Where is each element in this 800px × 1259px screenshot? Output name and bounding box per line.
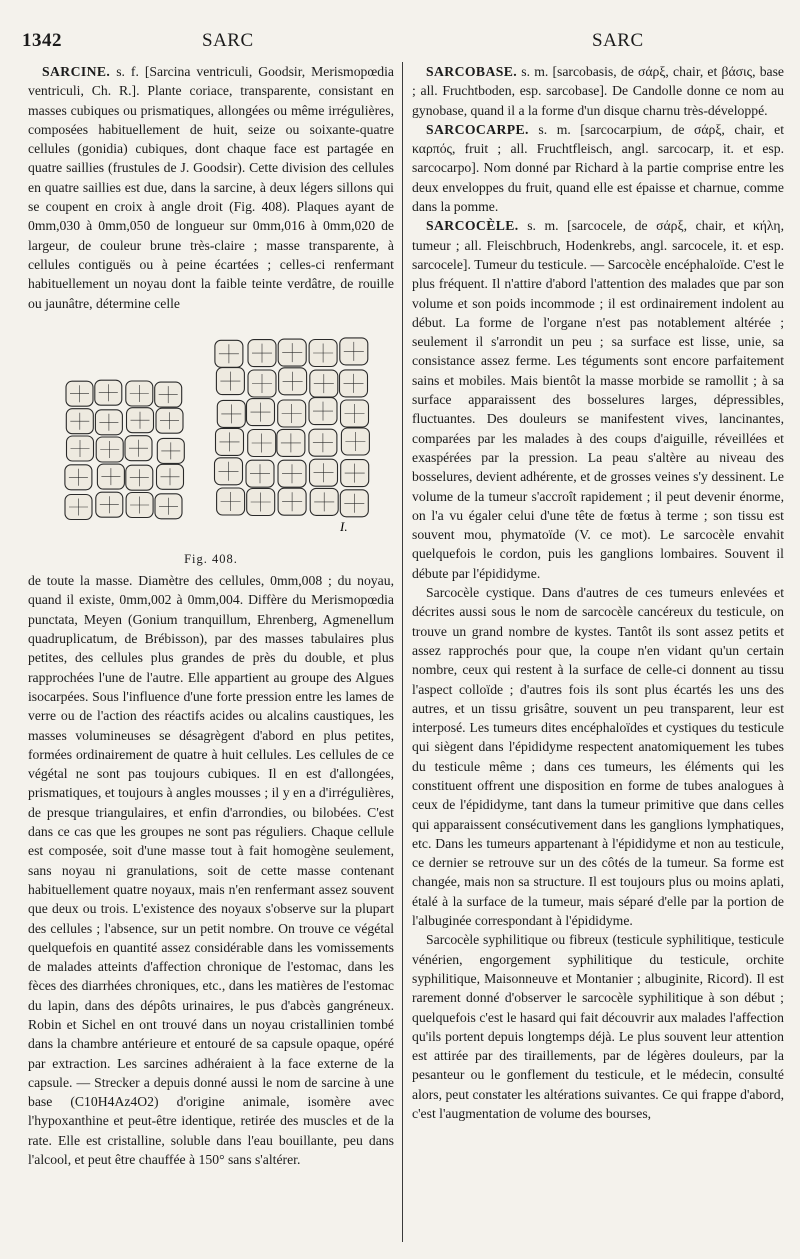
entry-sarcocele-text-1: s. m. [sarcocele, de σάρξ, chair, et κήλη, tumeur ; all. Fleischbruch, Hodenkrebs, angl. sarcocele, it. et esp. sarcocele]. Tumeur du testicule. — Sarcocèle encéphaloïde. C'est le plus fréquent. Il n'attire d'abord l'attention des malades que par son volume et son poids incommode ; il est ordinairement indolent au début. La forme de l'organe n'est pas notablement altérée ; seulement il s'arrondit un peu ; sa surface est lisse, unie, sa consistance assez ferme. Les téguments sont encore parfaitement sains et mobiles. Mais bientôt la masse morbide se ramollit ; à sa surface apparaissent des bosselures larges, dépressibles, fluctuantes. Des douleurs se manifestent vives, lancinantes, comparées par les malades à des coups d'aiguille, réveillées et exaspérées par la pression. La peau s'altère au niveau des bosselures, devient adhérente, et de grosses veines s'y dessinent. Le volume de la tumeur s'accroît rapidement ; il peut devenir énorme, on l'a vu égaler celui d'une tête de fœtus à terme ; son tissu est souvent mou, phymatoïde (V. ce mot). Le sarcocèle envahit quelquefois le cordon, puis les ganglions lombaires. Souvent il débute par l'épididyme.: [412, 218, 784, 581]
running-head-right: SARC: [592, 30, 644, 51]
entry-sarcocarpe-text: s. m. [sarcocarpium, de σάρξ, chair, et καρπός, fruit ; all. Fruchtfleisch, angl. sarcocarp, it. et esp. sarcocarpo]. Nom donné par Richard à la partie comprise entre les deux enveloppes du fruit, quand elle est épaisse et charnue, comme dans la pomme.: [412, 121, 785, 215]
entry-sarcine-continued: de toute la masse. Diamètre des cellules, 0mm,008 ; du noyau, quand il existe, 0mm,002 à 0mm,004. Diffère du Merismopœdia punctata, Meyen (Gonium tranquillum, Ehrenberg, Agmenellum quadruplicatum, de Brébisson), par des masses tabulaires plus petites, des cellules plus grandes de près du double, et plus rapprochées l'une de l'autre. Elle appartient au groupe des Algues isocarpées. Sous l'influence d'une forte pression entre les lames de verre ou de l'action des réactifs acides ou alcalins caustiques, les masses volumineuses se désagrègent d'abord en plus petites, formées ordinairement de quatre à huit cellules. Les cellules de ce végétal ne sont pas toujours cubiques. Il en est d'allongées, prismatiques, et toujours à angles mousses ; il y en a d'irrégulières, de presque triangulaires, et enfin d'arrondies, ou bilobées. C'est dans ce cas que les groupes ne sont pas réguliers. Chaque cellule est composée, soit d'une masse tout à fait homogène seulement, sans noyau ni granulations, soit de cette masse contenant habituellement quatre noyaux, mais n'en renfermant assez souvent que deux ou trois. L'existence des noyaux s'observe sur la plupart des cellules ; l'absence, sur un petit nombre. On trouve ce végétal quelquefois en quantité assez considérable dans les vomissements de malades atteints d'affection chronique de l'estomac, dans les fèces des diarrhées chroniques, etc., dans les matières de l'estomac du lapin, dans des dépôts urinaires, le pus d'abcès gangréneux. Robin et Sichel en ont trouvé dans un noyau cristallinien tombé dans la chambre antérieure et entouré de sa capsule opaque, opéré par extraction. Les sarcines adhéraient à la face externe de la capsule. — Strecker a depuis donné aussi le nom de sarcine à une base (C10H4Az4O2) d'origine animale, isomère avec l'hypoxanthine et peut-être identique, retirée des muscles et de la rate. Elle est cristalline, soluble dans l'eau bouillante, peu dans l'alcool, et peut être chauffée à 150° sans s'altérer.: [28, 573, 394, 1168]
entry-sarcobase: [412, 62, 784, 120]
headword-sarcobase: SARCOBASE.: [426, 64, 518, 79]
entry-sarcocele-cystique: Sarcocèle cystique. Dans d'autres de ces tumeurs enlevées et décrites aussi sous le nom de sarcocèle cancéreux du testicule, on trouve un grand nombre de kystes. Tantôt ils sont assez petits et assez rapprochés pour que, la coupe n'en vidant qu'un certain nombre, ceux qui restent à la surface de celle-ci donnent au tissu l'aspect colloïde ; d'autres fois ils sont plus écartés les uns des autres, et un tissu grisâtre, souvent un peu transparent, leur est interposé. Les tumeurs dites encéphaloïdes et cystiques du testicule qui siègent dans l'épididyme respectent anatomiquement les tubes du testicule même ; dans ces tumeurs, les éléments qui les constituent offrent une disposition en forme de tubes analogues à ceux de l'épididyme, tant dans la tumeur primitive que dans celles qui apparaissent consécutivement dans les ganglions lymphatiques, etc. Dans les tumeurs appartenant à l'épididyme et non au testicule, ce dernier se retrouve sur un des côtés de la tumeur. Sa forme est changée, mais non sa structure. Il est toujours plus ou moins aplati, étalé à la surface de la tumeur, mais séparé d'elle par la portion de l'albuginée correspondant à l'épididyme.: [412, 585, 784, 929]
page-header: [22, 30, 786, 54]
column-divider: [402, 62, 403, 1242]
entry-sarcobase-text: s. m. [sarcobasis, de σάρξ, chair, et βάσις, base ; all. Fruchtboden, esp. sarcobase]. De Candolle donne ce nom au gynobase, quand il a la forme d'un disque charnu très-développé.: [412, 64, 785, 118]
headword-sarcocele: SARCOCÈLE.: [426, 218, 519, 234]
right-column: [412, 62, 784, 1123]
figure-label: I.: [340, 518, 348, 534]
page-number: 1342: [22, 30, 62, 51]
headword-sarcine: SARCINE.: [42, 64, 111, 79]
figure-caption: Fig. 408.: [184, 551, 238, 566]
entry-sarcine: [28, 62, 394, 313]
headword-sarcocarpe: SARCOCARPE.: [426, 121, 529, 137]
entry-sarcine-text-1: s. f. [Sarcina ventriculi, Goodsir, Merismopœdia ventriculi, Ch. R.]. Plante coriace, transparente, consistant en masses cubiques ou prismatiques, allongées ou même irrégulières, composées habituellement de huit, seize ou soixante-quatre cellules (gonidia) cubiques, dont chaque face est partagée en quatre saillies (frustules de J. Goodsir). Cette division des cellules en quatre saillies est due, dans la sarcine, à deux légers sillons qui se coupent en croix à angle droit (Fig. 408). Plaques ayant de 0mm,030 à 0mm,050 de longueur sur 0mm,016 à 0mm,020 de largeur, de couleur brune très-claire ; masse transparente, à cellules contiguës ou à peine écartées ; celles-ci renfermant habituellement un noyau dont la faible teinte verdâtre, de rouille ou jaunâtre, détermine celle: [28, 64, 394, 311]
sarcina-illustration: [28, 319, 394, 544]
entry-sarcocele: [412, 216, 784, 583]
running-head-left: SARC: [202, 30, 254, 51]
figure-408: [28, 319, 394, 544]
entry-sarcocarpe: [412, 120, 784, 216]
left-column: [28, 62, 394, 1169]
entry-sarcocele-syphilitique: Sarcocèle syphilitique ou fibreux (testicule syphilitique, testicule vénérien, engorgement syphilitique du testicule, orchite syphilitique, Maisonneuve et Montanier ; albuginite, Ricord). Il est rarement donné d'observer le sarcocèle syphilitique à son début ; quelquefois c'est le hasard qui fait découvrir aux malades l'affection qu'ils portent depuis longtemps déjà. Le plus souvent leur attention est attirée par des tiraillements, par de légères douleurs, par la pesanteur ou le gonflement du testicule, et le médecin, consulté alors, peut constater les altérations suivantes. Ce qui frappe d'abord, c'est l'augmentation de volume des bourses,: [412, 932, 784, 1122]
